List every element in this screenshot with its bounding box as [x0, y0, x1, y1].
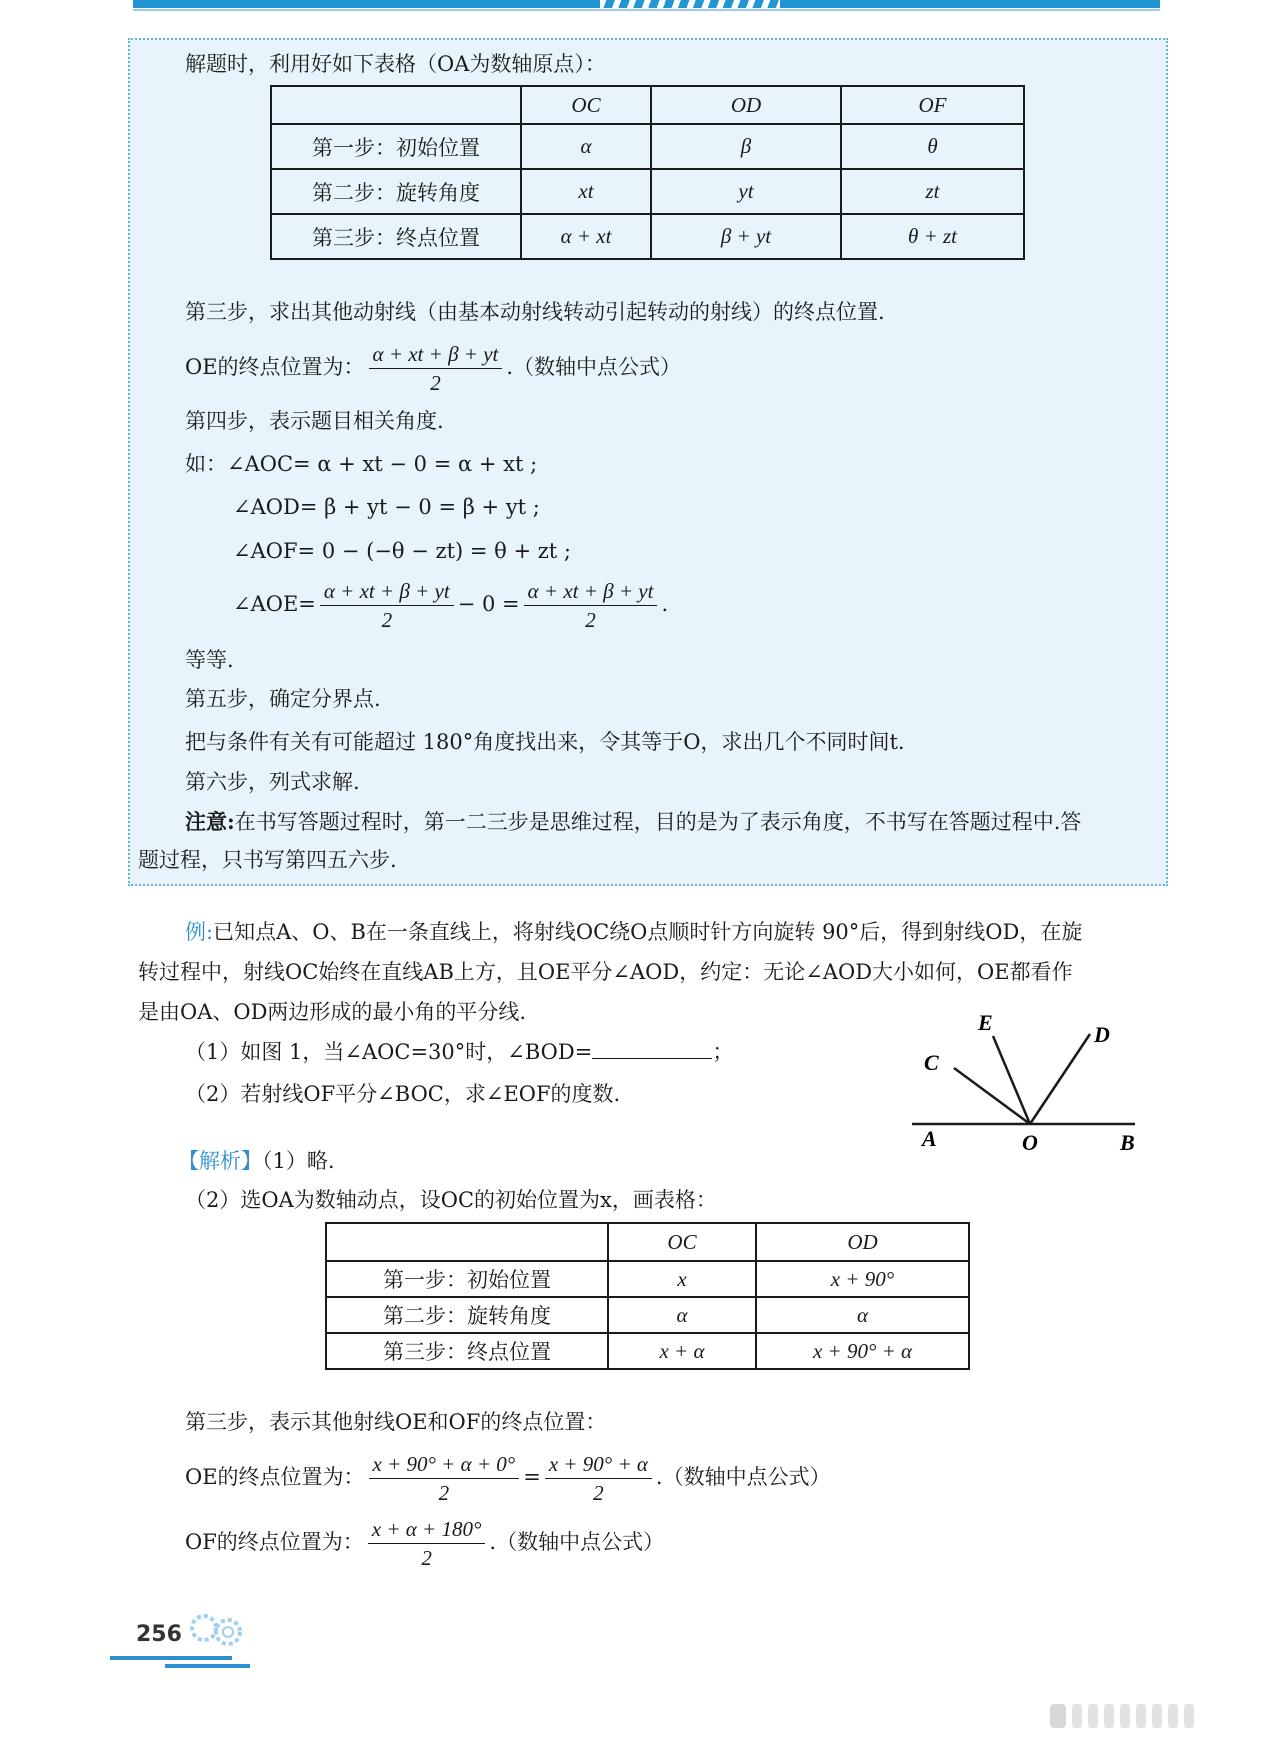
aoe-middle: − 0 =: [457, 592, 520, 616]
table2-row2-label: 第二步：旋转角度: [326, 1297, 608, 1333]
watermark-logo: [1012, 1700, 1232, 1730]
step3b-text: 第三步，表示其他射线OE和OF的终点位置：: [185, 1410, 607, 1434]
answer-blank: [592, 1038, 712, 1059]
table1-header-0: [271, 86, 521, 124]
fraction-numerator: α + xt + β + yt: [369, 340, 503, 369]
fraction-numerator: x + α + 180°: [368, 1515, 486, 1544]
oe-formula: [185, 340, 681, 397]
page-number: 256: [136, 1622, 182, 1647]
fraction-denominator: 2: [381, 608, 393, 632]
note-line-2: 题过程，只书写第四五六步.: [138, 848, 397, 872]
table2-cell: x: [608, 1261, 756, 1297]
table1-cell: β + yt: [651, 214, 841, 259]
table1-cell: α + xt: [521, 214, 651, 259]
footer-rule-2: [165, 1664, 250, 1668]
question-1-end: ；: [712, 1040, 734, 1064]
fraction-numerator: α + xt + β + yt: [524, 577, 658, 606]
fraction-denominator: 2: [421, 1546, 432, 1570]
step4-text: 第四步，表示题目相关角度.: [185, 409, 444, 433]
note-text: 在书写答题过程时，第一二三步是思维过程，目的是为了表示角度，不书写在答题过程中.答: [234, 810, 1082, 834]
note-label: 注意:: [185, 809, 235, 834]
oe2-suffix: .（数轴中点公式）: [655, 1465, 831, 1489]
intro-text: 解题时，利用好如下表格（OA为数轴原点）：: [185, 52, 606, 76]
table2-row1-label: 第一步：初始位置: [326, 1261, 608, 1297]
example-line-3: 是由OA、OD两边形成的最小角的平分线.: [138, 1000, 527, 1024]
table2-cell: α: [608, 1297, 756, 1333]
header-stripes: [600, 0, 780, 8]
fraction-denominator: 2: [585, 608, 596, 632]
ray-od: [1030, 1034, 1090, 1124]
table2-row3-label: 第三步：终点位置: [326, 1333, 608, 1369]
footer-rule: [110, 1656, 232, 1660]
table1-cell: zt: [841, 169, 1024, 214]
fraction-denominator: 2: [430, 371, 441, 395]
oe-prefix: OE的终点位置为：: [185, 355, 365, 379]
table1-row3-label: 第三步：终点位置: [271, 214, 521, 259]
table1-header-of: OF: [841, 86, 1024, 124]
label-b: B: [1120, 1130, 1135, 1155]
step6-text: 第六步，列式求解.: [185, 770, 360, 794]
aoe-suffix: .: [661, 592, 669, 616]
example-line-2: 转过程中，射线OC始终在直线AB上方，且OE平分∠AOD，约定：无论∠AOD大小如何，OE都看作: [138, 960, 1073, 984]
table2-cell: x + 90°: [756, 1261, 969, 1297]
analysis-label: 【解析】: [178, 1149, 262, 1173]
header-rule: [133, 9, 1160, 11]
aoe-fraction-2: [524, 577, 658, 634]
fraction-numerator: x + 90° + α: [545, 1450, 652, 1479]
example-line-1: [185, 918, 1082, 946]
angle-figure: [900, 1000, 1160, 1160]
table2-header-oc: OC: [608, 1223, 756, 1261]
aoe-fraction-1: [320, 577, 454, 634]
of2-prefix: OF的终点位置为：: [185, 1530, 364, 1554]
table1-row1-label: 第一步：初始位置: [271, 124, 521, 169]
note-line-1: [185, 808, 1081, 836]
table2-header-od: OD: [756, 1223, 969, 1261]
step5-text: 第五步，确定分界点.: [185, 687, 381, 711]
label-c: C: [924, 1050, 939, 1075]
oe2-fraction-2: [545, 1450, 652, 1507]
label-d: D: [1094, 1022, 1110, 1047]
solution-table: [325, 1222, 970, 1370]
table1-cell: xt: [521, 169, 651, 214]
fraction-numerator: α + xt + β + yt: [320, 577, 454, 606]
table1-row2-label: 第二步：旋转角度: [271, 169, 521, 214]
method-table: [270, 85, 1025, 260]
table1-cell: θ + zt: [841, 214, 1024, 259]
table1-cell: θ: [841, 124, 1024, 169]
question-2: （2）若射线OF平分∠BOC，求∠EOF的度数.: [185, 1082, 621, 1106]
table2-cell: x + α: [608, 1333, 756, 1369]
step5-detail: 把与条件有关有可能超过 180°角度找出来，令其等于O，求出几个不同时间t.: [185, 730, 905, 754]
of2-suffix: .（数轴中点公式）: [489, 1530, 665, 1554]
oe-suffix: .（数轴中点公式）: [506, 355, 682, 379]
table1-cell: α: [521, 124, 651, 169]
angle-aoe: [233, 577, 668, 634]
label-a: A: [922, 1126, 937, 1151]
aoe-prefix: ∠AOE=: [233, 592, 316, 616]
oe2-formula: [185, 1450, 831, 1507]
label-o: O: [1022, 1130, 1038, 1155]
example-label: 例:: [185, 920, 214, 944]
step3-text: 第三步，求出其他动射线（由基本动射线转动引起转动的射线）的终点位置.: [185, 300, 885, 324]
question-1: [185, 1038, 733, 1066]
oe2-equals: =: [523, 1465, 541, 1489]
gear-icon: [188, 1606, 252, 1654]
fraction-denominator: 2: [593, 1481, 604, 1505]
fraction-numerator: x + 90° + α + 0°: [369, 1450, 520, 1479]
oe-fraction: [369, 340, 503, 397]
angle-aod: ∠AOD= β + yt − 0 = β + yt ;: [233, 495, 540, 519]
analysis-a1: （1）略.: [262, 1149, 335, 1173]
table2-cell: α: [756, 1297, 969, 1333]
table1-cell: β: [651, 124, 841, 169]
table1-header-od: OD: [651, 86, 841, 124]
question-1-text: （1）如图 1，当∠AOC=30°时，∠BOD=: [185, 1040, 593, 1064]
angle-aoc: 如：∠AOC= α + xt − 0 = α + xt ;: [185, 452, 538, 476]
table1-header-oc: OC: [521, 86, 651, 124]
etc-text: 等等.: [185, 648, 234, 672]
table2-header-0: [326, 1223, 608, 1261]
label-e: E: [978, 1010, 993, 1035]
analysis-line-2: （2）选OA为数轴动点，设OC的初始位置为x，画表格：: [185, 1188, 717, 1212]
of2-formula: [185, 1515, 664, 1572]
table2-cell: x + 90° + α: [756, 1333, 969, 1369]
angle-aof: ∠AOF= 0 − (−θ − zt) = θ + zt ;: [233, 539, 571, 563]
fraction-denominator: 2: [438, 1481, 450, 1505]
oe2-fraction-1: [369, 1450, 520, 1507]
of2-fraction: [368, 1515, 486, 1572]
table1-cell: yt: [651, 169, 841, 214]
example-text-1: 已知点A、O、B在一条直线上，将射线OC绕O点顺时针方向旋转 90°后，得到射线OD，在旋: [213, 920, 1083, 944]
analysis-line-1: [178, 1147, 335, 1175]
oe2-prefix: OE的终点位置为：: [185, 1465, 365, 1489]
